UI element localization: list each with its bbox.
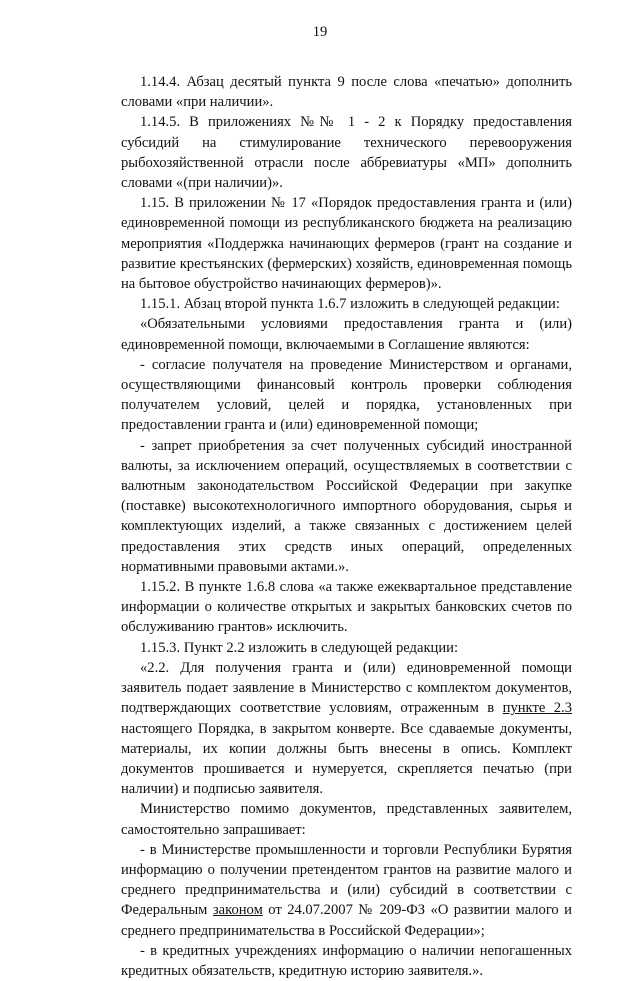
paragraph-1-15-3: 1.15.3. Пункт 2.2 изложить в следующей редакции: [139,639,459,656]
federal-law-link[interactable]: законом [212,902,263,919]
paragraph-currency-ban-item: - запрет приобретения за счет полученных субсидий иностранной валюты, за исключением операций, осуществляемых в соответствии с валютным законодательством Российской Федерации при закупке (поставке) высокотехнологичного импортного оборудования, сырья и комплектующих изделий, а также связанных с достижением целей предоставления этих средств иных операций, определенных нормативными правовыми актами.». [121,437,572,575]
paragraph-1-14-4: 1.14.4. Абзац десятый пункта 9 после слова «печатью» дополнить словами «при наличии». [121,74,572,111]
paragraph-1-15-2: 1.15.2. В пункте 1.6.8 слова «а также ежеквартальное представление информации о количестве открытых и закрытых банковских счетов по обслуживанию грантов» исключить. [121,579,572,636]
document-body [121,72,572,981]
paragraph-ministry-requests: Министерство помимо документов, представленных заявителем, самостоятельно запрашивает: [121,801,572,838]
paragraph-1-15: 1.15. В приложении № 17 «Порядок предоставления гранта и (или) единовременной помощи из республиканского бюджета на реализацию мероприятия «Поддержка начинающих фермеров (грант на создание и развитие крестьянских (фермерских) хозяйств, единовременная помощь на бытовое обустройство начинающих фермеров)». [121,195,572,293]
paragraph-1-15-1: 1.15.1. Абзац второй пункта 1.6.7 изложить в следующей редакции: [139,296,560,313]
paragraph-2-2 [121,658,572,799]
paragraph-industry-ministry-item [121,840,572,941]
point-2-3-link[interactable]: пункте 2.3 [502,700,572,717]
paragraph-2-2-text-start: «2.2. Для получения гранта и (или) единовременной помощи заявитель подает заявление в Министерство с комплектом документов, подтверждающих соответствие условиям, отраженным в [121,659,572,717]
paragraph-industry-text-end: от 24.07.2007 № 209-ФЗ «О развитии малого и среднего предпринимательства в Российской Федерации»; [121,902,572,939]
paragraph-industry-text-start: - в Министерстве промышленности и торговли Республики Бурятия информацию о получении претендентом грантов на развитие малого и среднего предпринимательства и (или) субсидий в соответствии с Федеральным [121,841,572,919]
page-number: 19 [312,24,328,40]
paragraph-1-14-5: 1.14.5. В приложениях №№ 1 - 2 к Порядку предоставления субсидий на стимулирование технического перевооружения рыбохозяйственной отрасли после аббревиатуры «МП» дополнить словами «(при наличии)». [121,114,572,192]
paragraph-consent-item: - согласие получателя на проведение Министерством и органами, осуществляющими финансовый контроль проверки соблюдения получателем условий, целей и порядка, установленных при предоставлении гранта и (или) единовременной помощи; [121,356,572,434]
paragraph-credit-institutions-item: - в кредитных учреждениях информацию о наличии непогашенных кредитных обязательств, кредитную историю заявителя.». [121,942,572,979]
paragraph-conditions-intro: «Обязательными условиями предоставления гранта и (или) единовременной помощи, включаемыми в Соглашение являются: [121,316,572,353]
paragraph-2-2-text-end: настоящего Порядка, в закрытом конверте. Все сдаваемые документы, материалы, их копии должны быть внесены в опись. Комплект документов прошивается и нумеруется, скрепляется печатью (при наличии) и подписью заявителя. [121,720,572,798]
